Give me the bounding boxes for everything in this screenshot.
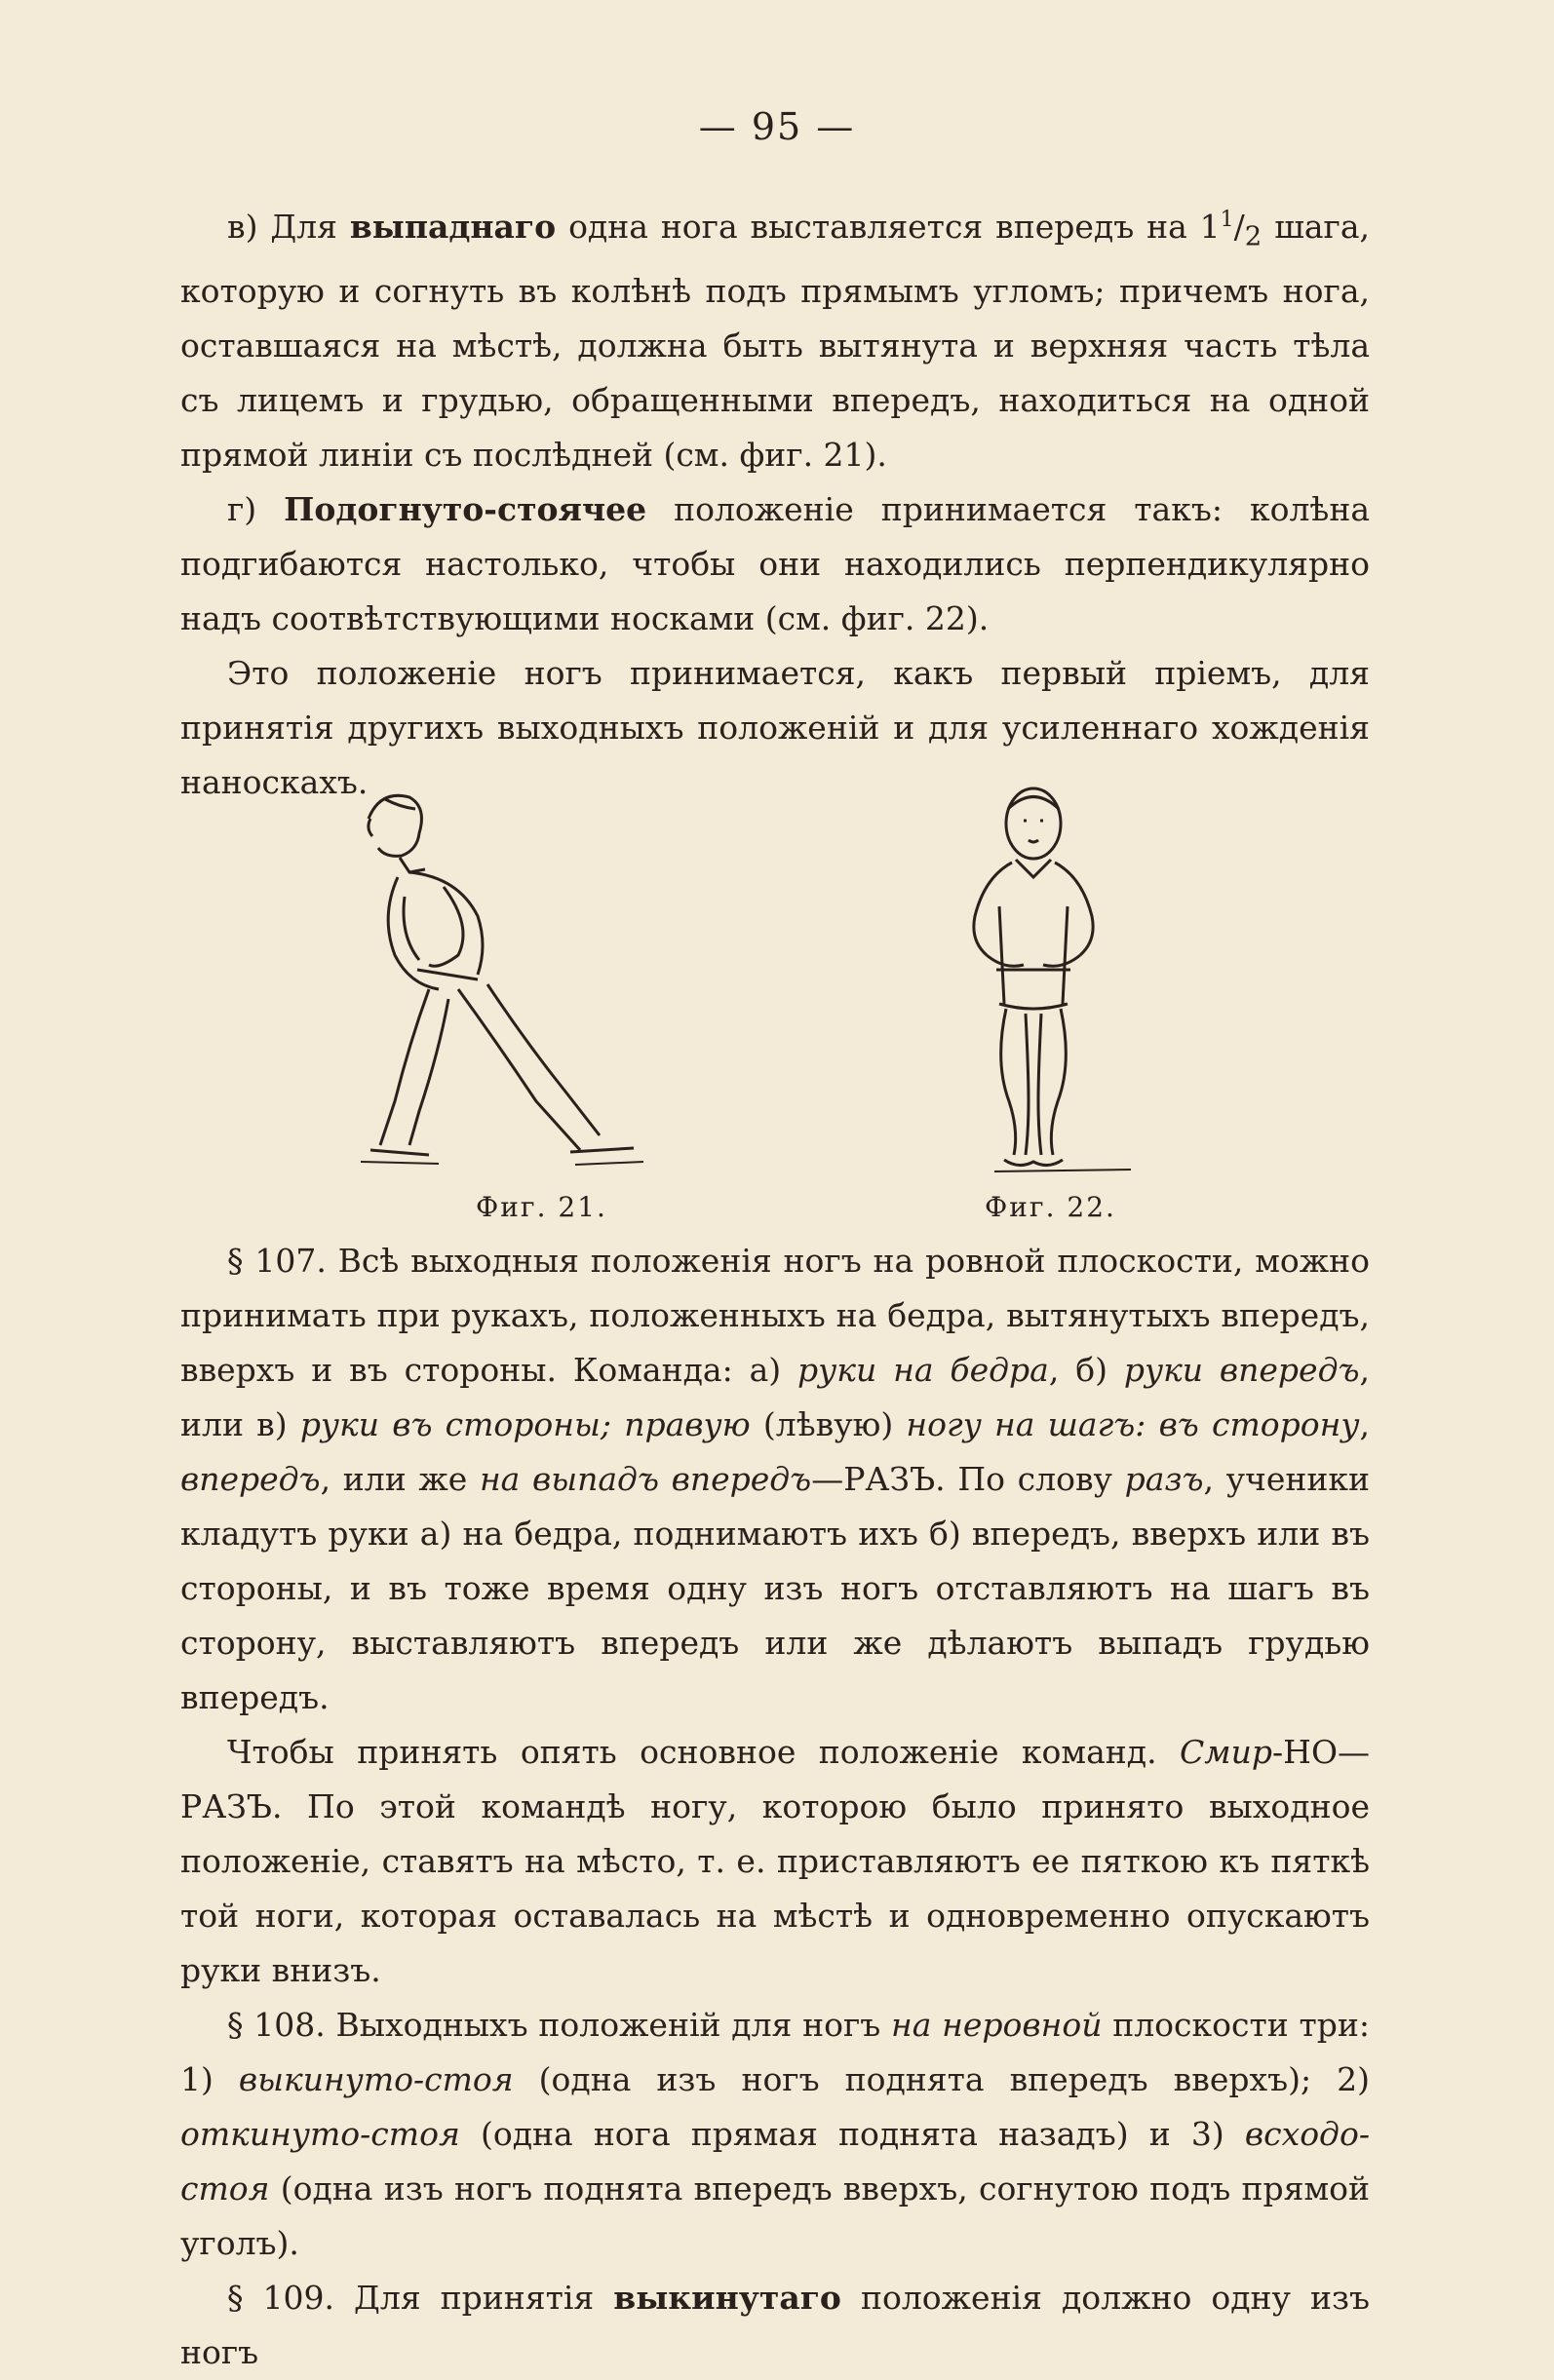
para-v-slash: /: [1233, 208, 1245, 246]
pch-t2: -НО—РАЗЪ. По этой командѣ ногу, которою было принято выходное положеніе, ставятъ на мѣсто, т. е. приставляютъ ее пяткою къ пяткѣ той ноги, которая оставалась на мѣстѣ и одновременно опускаютъ руки внизъ.: [180, 1733, 1370, 1989]
p108-t1: § 108. Выходныхъ положеній для ногъ: [227, 2006, 891, 2044]
para-g-bold: Подогнуто-стоячее: [284, 489, 647, 528]
p107-i4: ногу на шагъ: въ сторону: [906, 1405, 1360, 1443]
p109-bold: выкинутаго: [613, 2279, 841, 2317]
top-text-block: [180, 193, 1370, 810]
p107-t4: (лѣвую): [750, 1405, 907, 1443]
paragraph-eto: Это положеніе ногъ принимается, какъ первый пріемъ, для принятія другихъ выходныхъ положеній и для усиленнаго хожденія наноскахъ.: [180, 653, 1370, 801]
p108-t5: (одна изъ ногъ поднята впередъ вверхъ, согнутою подъ прямой уголъ).: [180, 2169, 1370, 2262]
lunge-figure-drawing: [341, 780, 663, 1189]
para-g-text: положеніе принимается такъ: колѣна подгибаются настолько, чтобы они находились перпендикулярно надъ соотвѣтствующими носками (см. фиг. 22).: [180, 489, 1370, 637]
p107-i6: на выпадъ впередъ: [479, 1460, 812, 1498]
paragraph-v: [180, 193, 1370, 482]
pch-i1: Смир: [1180, 1733, 1273, 1771]
squat-figure-drawing: [936, 770, 1150, 1189]
figure-21-caption: Фиг. 21.: [476, 1191, 607, 1223]
p107-t2: , б): [1048, 1351, 1124, 1389]
p107-i3: руки въ стороны; правую: [299, 1405, 751, 1443]
p109-t1: § 109. Для принятія: [227, 2279, 614, 2317]
bottom-text-block: [180, 1234, 1370, 2380]
p107-t3: , или в): [180, 1351, 1370, 1443]
paragraph-109: [180, 2271, 1370, 2380]
p108-t4: (одна нога прямая поднята назадъ) и 3): [459, 2115, 1245, 2153]
p109-t2: положенія должно одну изъ ногъ: [180, 2279, 1370, 2371]
p108-i2: выкинуто-стоя: [238, 2060, 514, 2098]
p108-i1: на неровной: [891, 2006, 1103, 2044]
p107-i7: разъ: [1124, 1460, 1204, 1498]
p107-i1: руки на бедра: [797, 1351, 1049, 1389]
page-number: — 95 —: [698, 105, 856, 148]
para-v-sub: 2: [1244, 220, 1263, 252]
paragraph-108: [180, 1998, 1370, 2271]
figure-22: [936, 770, 1150, 1189]
p107-t5: ,: [1359, 1405, 1371, 1443]
p108-i3: откинуто-стоя: [180, 2115, 460, 2153]
para-v-text3: шага, которую и согнуть въ колѣнѣ подъ прямымъ угломъ; причемъ нога, оставшаяся на мѣстѣ, должна быть вытянута и верхняя часть тѣла съ лицемъ и грудью, обращенными впередъ, находиться на одной прямой линіи съ послѣдней (см. фиг. 21).: [180, 208, 1370, 474]
p108-i4: всходо-стоя: [180, 2115, 1370, 2207]
para-v-bold: выпаднаго: [349, 208, 557, 246]
p107-t6: , или же: [320, 1460, 480, 1498]
p107-i2: руки впередъ: [1123, 1351, 1360, 1389]
paragraph-g: [180, 482, 1370, 646]
p107-i5: впередъ: [180, 1460, 321, 1498]
para-v-text1: одна нога выставляется впередъ на 1: [556, 208, 1221, 246]
p108-t3: (одна изъ ногъ поднята впередъ вверхъ); 2): [513, 2060, 1370, 2098]
para-v-label: в) Для: [227, 208, 350, 246]
paragraph-chtoby: [180, 1725, 1370, 1998]
p108-t2: плоскости три: 1): [180, 2006, 1370, 2098]
p107-t7: —РАЗЪ. По слову: [811, 1460, 1125, 1498]
p107-t1: § 107. Всѣ выходныя положенія ногъ на ровной плоскости, можно принимать при рукахъ, положенныхъ на бедра, вытянутыхъ впередъ, вверхъ и въ стороны. Команда: а): [180, 1242, 1370, 1389]
p107-t8: , ученики кладутъ руки а) на бедра, поднимаютъ ихъ б) впередъ, вверхъ или въ стороны, и въ тоже время одну изъ ногъ отставляютъ на шагъ въ сторону, выставляютъ впередъ или же дѣлаютъ выпадъ грудью впередъ.: [180, 1460, 1370, 1716]
paragraph-107: [180, 1234, 1370, 1725]
pch-t1: Чтобы принять опять основное положеніе команд.: [227, 1733, 1181, 1771]
para-v-sup: 1: [1220, 208, 1234, 232]
figure-22-caption: Фиг. 22.: [985, 1191, 1116, 1223]
figure-21: [341, 780, 663, 1189]
para-g-label: г): [227, 489, 285, 528]
